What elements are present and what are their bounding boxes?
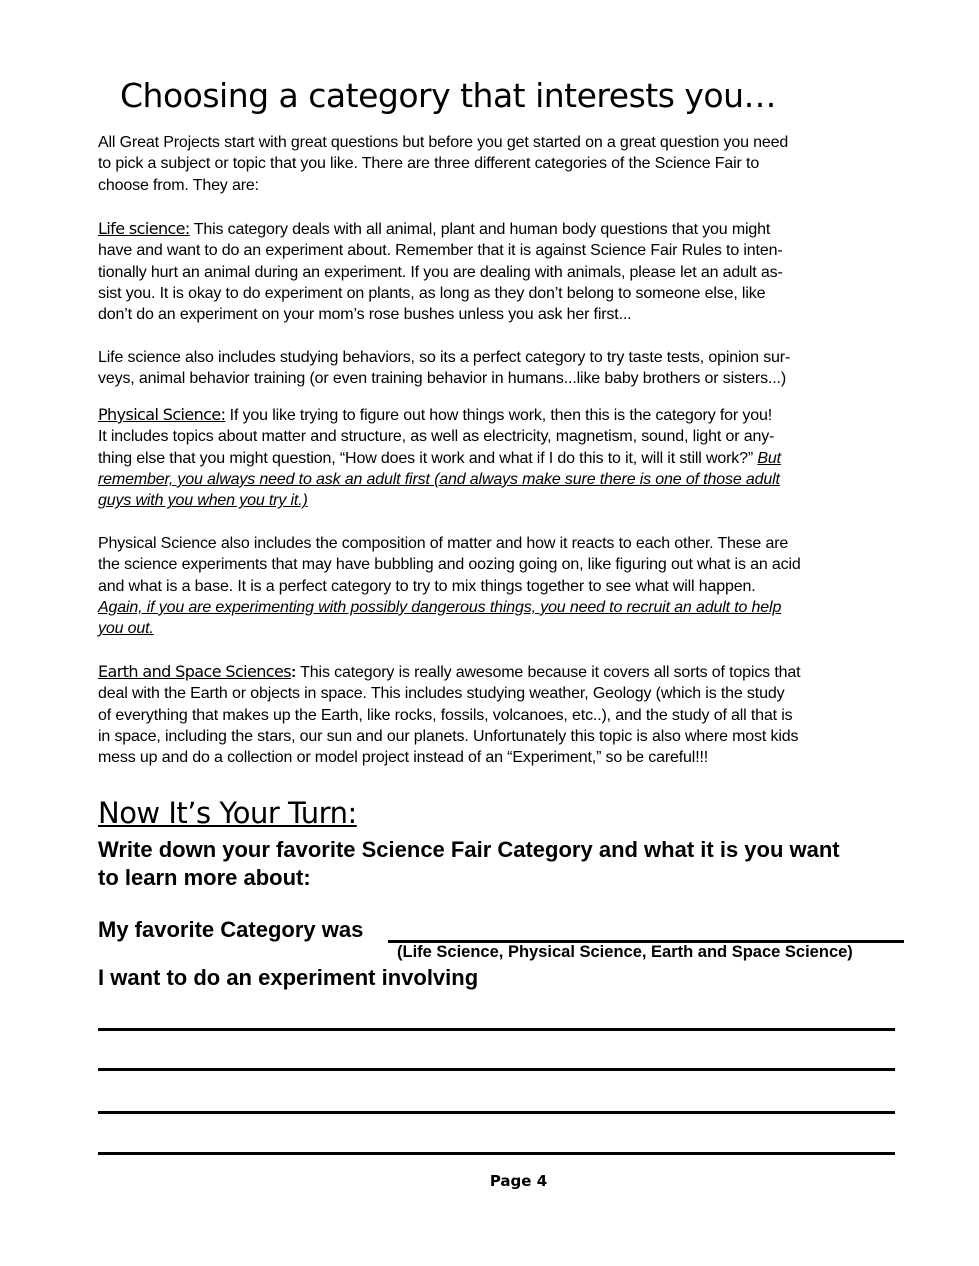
text-line: This category deals with all animal, plant and human body questions that you might bbox=[189, 221, 771, 238]
experiment-label: I want to do an experiment involving bbox=[98, 965, 479, 990]
physical-science-paragraph bbox=[98, 404, 781, 511]
instruction-line: Write down your favorite Science Fair Category and what it is you want bbox=[98, 837, 840, 862]
page-number: Page 4 bbox=[489, 1172, 548, 1190]
text-line: deal with the Earth or objects in space. This includes studying weather, Geology (which is the study bbox=[98, 685, 785, 703]
text-line: choose from. They are: bbox=[98, 176, 259, 194]
text-line: All Great Projects start with great questions but before you get started on a great question you need bbox=[98, 134, 789, 151]
text-line: have and want to do an experiment about. Remember that it is against Science Fair Rules to inten- bbox=[98, 242, 783, 260]
answer-blank-line[interactable] bbox=[98, 1050, 895, 1071]
text-line: tionally hurt an animal during an experiment. If you are dealing with animals, please let an adult as- bbox=[98, 263, 783, 281]
section-heading: Now It’s Your Turn: bbox=[98, 796, 357, 830]
favorite-category-label: My favorite Category was bbox=[98, 917, 364, 942]
physical-science-extra bbox=[98, 533, 801, 639]
instruction-line: to learn more about: bbox=[98, 865, 311, 890]
favorite-category-blank[interactable] bbox=[388, 918, 904, 943]
warning-text: Again, if you are experimenting with possibly dangerous things, you need to recruit an adult to help bbox=[98, 598, 782, 616]
text-line: and what is a base. It is a perfect category to try to mix things together to see what will happen. bbox=[98, 577, 756, 595]
text-line: to pick a subject or topic that you like. There are three different categories of the Science Fair to bbox=[98, 155, 760, 173]
text-line: This category is really awesome because it covers all sorts of topics that bbox=[296, 664, 801, 681]
intro-paragraph bbox=[98, 132, 788, 196]
text-line: mess up and do a collection or model project instead of an “Experiment,” so be careful!!! bbox=[98, 749, 709, 767]
warning-text: remember, you always need to ask an adult first (and always make sure there is one of those adult bbox=[98, 470, 780, 488]
text-line: If you like trying to figure out how things work, then this is the category for you! bbox=[225, 407, 773, 424]
life-science-extra bbox=[98, 347, 790, 390]
physical-science-heading: Physical Science: bbox=[98, 405, 226, 424]
text-line: thing else that you might question, “How does it work and what if I do this to it, will it still work?” bbox=[98, 449, 758, 467]
text-line: the science experiments that may have bubbling and oozing going on, like figuring out what is an acid bbox=[98, 556, 801, 574]
text-line: Physical Science also includes the composition of matter and how it reacts to each other. These are bbox=[98, 535, 789, 552]
earth-space-heading: Earth and Space Sciences bbox=[98, 662, 291, 681]
answer-blank-line[interactable] bbox=[98, 1093, 895, 1114]
life-science-heading: Life science: bbox=[98, 219, 190, 238]
text-line: veys, animal behavior training (or even training behavior in humans...like baby brothers or sisters...) bbox=[98, 370, 786, 388]
text-line: It includes topics about matter and structure, as well as electricity, magnetism, sound, light or any- bbox=[98, 428, 775, 446]
warning-text: you out. bbox=[98, 620, 154, 638]
warning-text: guys with you when you try it.) bbox=[98, 492, 308, 510]
text-line: in space, including the stars, our sun and our planets. Unfortunately this topic is also where most kids bbox=[98, 727, 799, 745]
answer-blank-line[interactable] bbox=[98, 1010, 895, 1031]
category-hint: (Life Science, Physical Science, Earth and Space Science) bbox=[397, 943, 853, 961]
page-title: Choosing a category that interests you… bbox=[120, 76, 777, 115]
heading-colon: : bbox=[290, 664, 297, 681]
life-science-paragraph bbox=[98, 218, 783, 325]
text-line: don’t do an experiment on your mom’s rose bushes unless you ask her first... bbox=[98, 306, 632, 324]
warning-text: But bbox=[757, 449, 781, 467]
text-line: sist you. It is okay to do experiment on plants, as long as they don’t belong to someone else, like bbox=[98, 284, 766, 302]
answer-blank-line[interactable] bbox=[98, 1134, 895, 1155]
text-line: Life science also includes studying behaviors, so its a perfect category to try taste tests, opinion sur- bbox=[98, 349, 791, 366]
text-line: of everything that makes up the Earth, like rocks, fossils, volcanoes, etc..), and the study of all that is bbox=[98, 706, 793, 724]
earth-space-paragraph bbox=[98, 661, 800, 768]
